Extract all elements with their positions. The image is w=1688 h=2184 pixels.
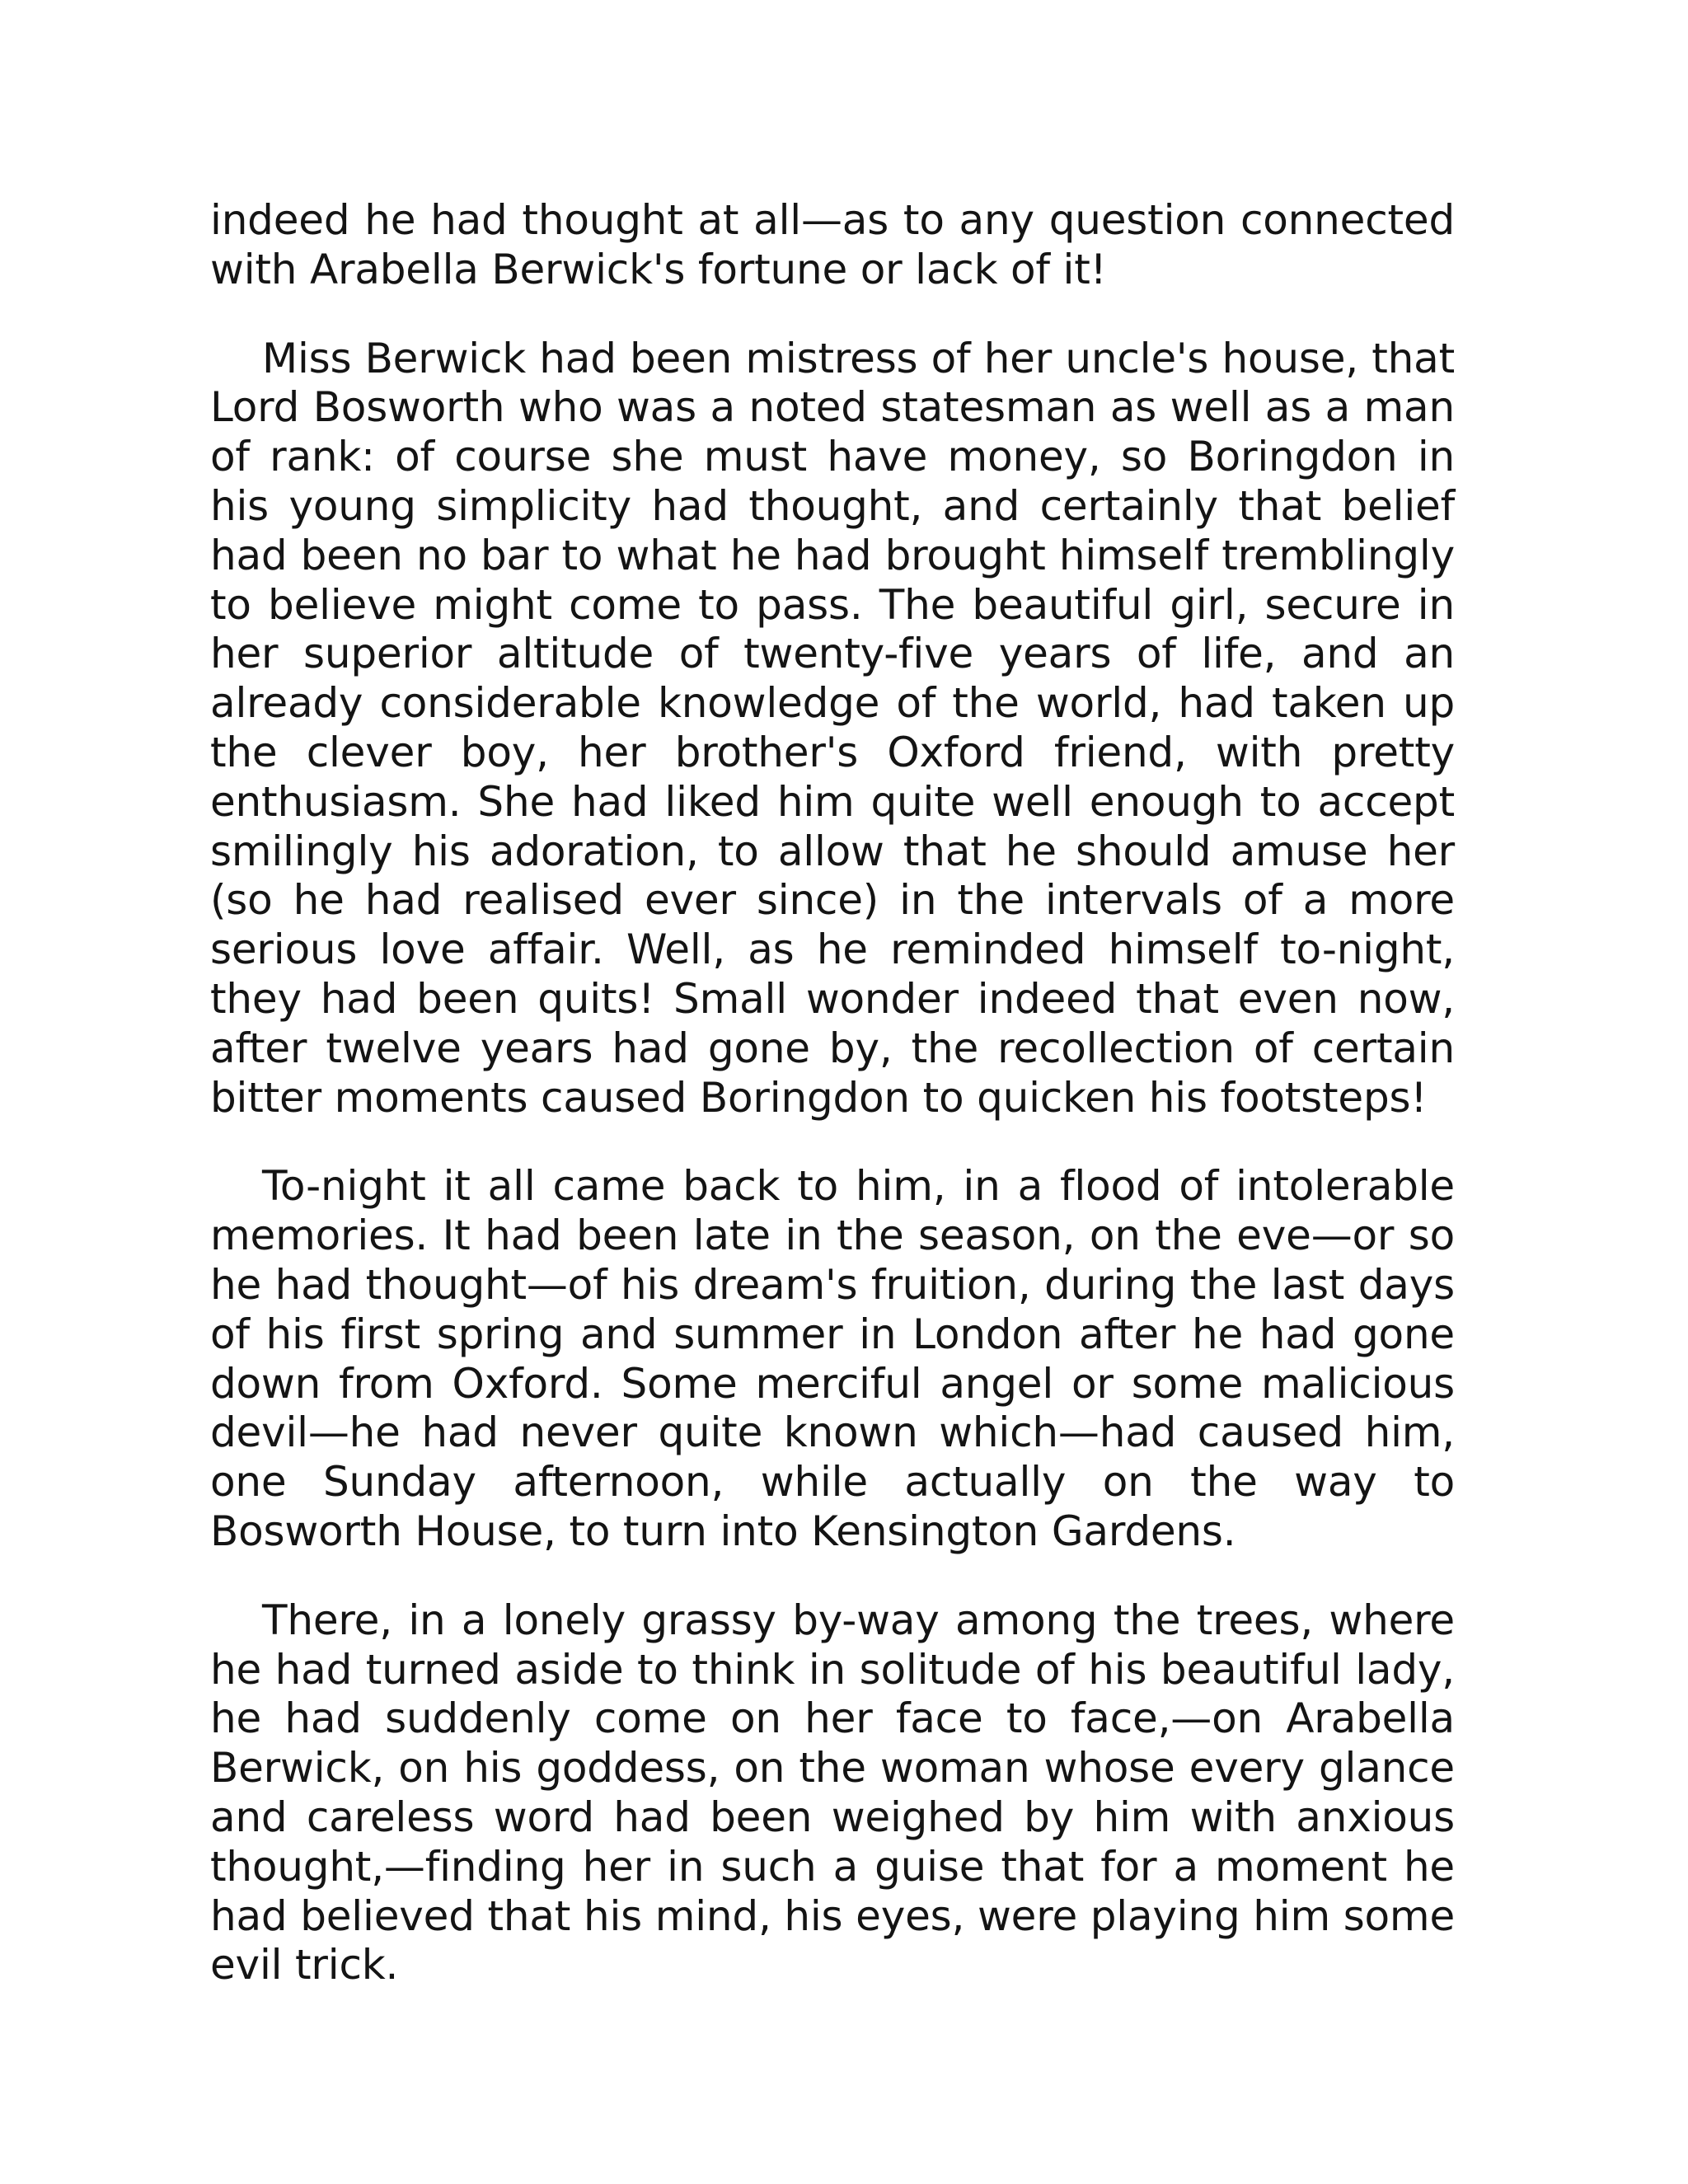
- paragraph-continuation: indeed he had thought at all—as to any question connected with Arabella Berwick's fortune or lack of it!: [210, 196, 1455, 293]
- book-page: [210, 196, 1455, 2030]
- paragraph-to-night: To-night it all came back to him, in a flood of intolerable memories. It had been late in the season, on the eve—or so he had thought—of his dream's fruition, during the last days of his first spring and summer in London after he had gone down from Oxford. Some merciful angel or some malicious devil—he had never quite known which—had caused him, one Sunday afternoon, while actually on the way to Bosworth House, to turn into Kensington Gardens.: [210, 1162, 1455, 1555]
- paragraph-miss-berwick: Miss Berwick had been mistress of her uncle's house, that Lord Bosworth who was a noted statesman as well as a man of rank: of course she must have money, so Boringdon in his young simplicity had thought, and certainly that belief had been no bar to what he had brought himself tremblingly to believe might come to pass. The beautiful girl, secure in her superior altitude of twenty-five years of life, and an already considerable knowledge of the world, had taken up the clever boy, her brother's Oxford friend, with pretty enthusiasm. She had liked him quite well enough to accept smilingly his adoration, to allow that he should amuse her (so he had realised ever since) in the intervals of a more serious love affair. Well, as he reminded himself to-night, they had been quits! Small wonder indeed that even now, after twelve years had gone by, the recollection of certain bitter moments caused Boringdon to quicken his footsteps!: [210, 334, 1455, 1122]
- paragraph-there: There, in a lonely grassy by-way among the trees, where he had turned aside to think in solitude of his beautiful lady, he had suddenly come on her face to face,—on Arabella Berwick, on his goddess, on the woman whose every glance and careless word had been weighed by him with anxious thought,—finding her in such a guise that for a moment he had believed that his mind, his eyes, were playing him some evil trick.: [210, 1596, 1455, 1990]
